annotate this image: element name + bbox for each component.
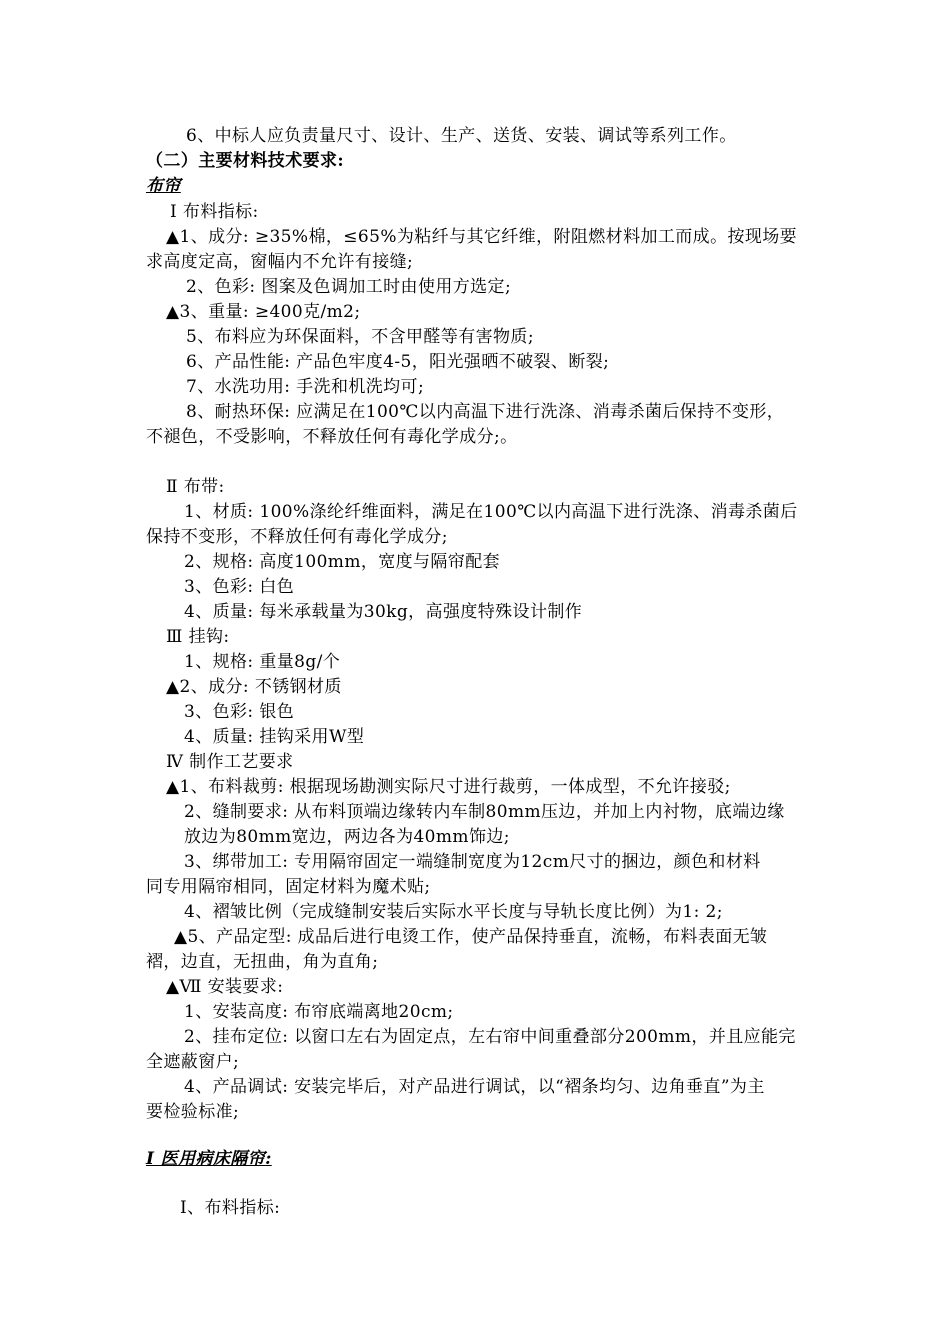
para-line: 要检验标准; bbox=[146, 1102, 240, 1122]
para-line: 4、褶皱比例（完成缝制安装后实际水平长度与导轨长度比例）为1: 2; bbox=[184, 902, 723, 922]
item-heading: Ⅱ 布带: bbox=[166, 477, 225, 497]
para-line: ▲1、成分: ≥35%棉，≤65%为粘纤与其它纤维，附阻燃材料加工而成。按现场要 bbox=[166, 227, 798, 247]
para-line: 1、安装高度: 布帘底端离地20cm; bbox=[184, 1002, 454, 1022]
para-line: 3、色彩: 银色 bbox=[184, 702, 295, 722]
para-line: 2、缝制要求: 从布料顶端边缘转内车制80mm压边，并加上内衬物，底端边缘 bbox=[184, 802, 785, 822]
section-heading: （二）主要材料技术要求: bbox=[146, 151, 345, 171]
para-line: 4、产品调试: 安装完毕后，对产品进行调试，以“褶条均匀、边角垂直”为主 bbox=[184, 1077, 765, 1097]
para-line: 保持不变形，不释放任何有毒化学成分; bbox=[146, 527, 448, 547]
para-line: 4、质量: 每米承载量为30kg，高强度特殊设计制作 bbox=[184, 602, 583, 622]
para-line: ▲5、产品定型: 成品后进行电烫工作，使产品保持垂直，流畅，布料表面无皱 bbox=[174, 927, 768, 947]
para-line: 2、挂布定位: 以窗口左右为固定点，左右帘中间重叠部分200mm，并且应能完 bbox=[184, 1027, 796, 1047]
para-line: 不褪色，不受影响，不释放任何有毒化学成分;。 bbox=[146, 427, 518, 447]
para-line: 同专用隔帘相同，固定材料为魔术贴; bbox=[146, 877, 431, 897]
para-line: 3、绑带加工: 专用隔帘固定一端缝制宽度为12cm尺寸的捆边，颜色和材料 bbox=[184, 852, 761, 872]
item-heading: Ⅰ、布料指标: bbox=[180, 1198, 281, 1218]
para-line: 4、质量: 挂钩采用W型 bbox=[184, 727, 365, 747]
para-line: 褶，边直，无扭曲，角为直角; bbox=[146, 952, 379, 972]
para-line: 3、色彩: 白色 bbox=[184, 577, 295, 597]
para-line: 5、布料应为环保面料，不含甲醛等有害物质; bbox=[186, 327, 534, 347]
para-line: 1、材质: 100%涤纶纤维面料，满足在100℃以内高温下进行洗涤、消毒杀菌后 bbox=[184, 502, 798, 522]
subsection-heading: Ⅰ 医用病床隔帘: bbox=[146, 1149, 272, 1169]
item-heading: Ⅲ 挂钩: bbox=[166, 627, 230, 647]
para-line: ▲2、成分: 不锈钢材质 bbox=[166, 677, 342, 697]
para-line: ▲3、重量: ≥400克/m2; bbox=[166, 302, 361, 322]
para-line: 7、水洗功用: 手洗和机洗均可; bbox=[186, 377, 425, 397]
para-line: 放边为80mm宽边，两边各为40mm饰边; bbox=[184, 827, 510, 847]
para-line: 2、色彩: 图案及色调加工时由使用方选定; bbox=[186, 277, 512, 297]
subsection-heading: 布帘 bbox=[146, 176, 181, 196]
para-line: ▲1、布料裁剪: 根据现场勘测实际尺寸进行裁剪，一体成型，不允许接驳; bbox=[166, 777, 731, 797]
para-line: 8、耐热环保: 应满足在100℃以内高温下进行洗涤、消毒杀菌后保持不变形， bbox=[186, 402, 785, 422]
para-line: 6、中标人应负责量尺寸、设计、生产、送货、安装、调试等系列工作。 bbox=[186, 126, 737, 146]
item-heading: Ⅳ 制作工艺要求 bbox=[166, 752, 294, 772]
para-line: 2、规格: 高度100mm，宽度与隔帘配套 bbox=[184, 552, 501, 572]
para-line: 求高度定高，窗幅内不允许有接缝; bbox=[146, 252, 414, 272]
item-heading: ▲Ⅶ 安装要求: bbox=[166, 977, 284, 997]
item-heading: Ⅰ 布料指标: bbox=[170, 202, 259, 222]
para-line: 全遮蔽窗户; bbox=[146, 1052, 240, 1072]
para-line: 1、规格: 重量8g/个 bbox=[184, 652, 341, 672]
para-line: 6、产品性能: 产品色牢度4-5，阳光强晒不破裂、断裂; bbox=[186, 352, 610, 372]
